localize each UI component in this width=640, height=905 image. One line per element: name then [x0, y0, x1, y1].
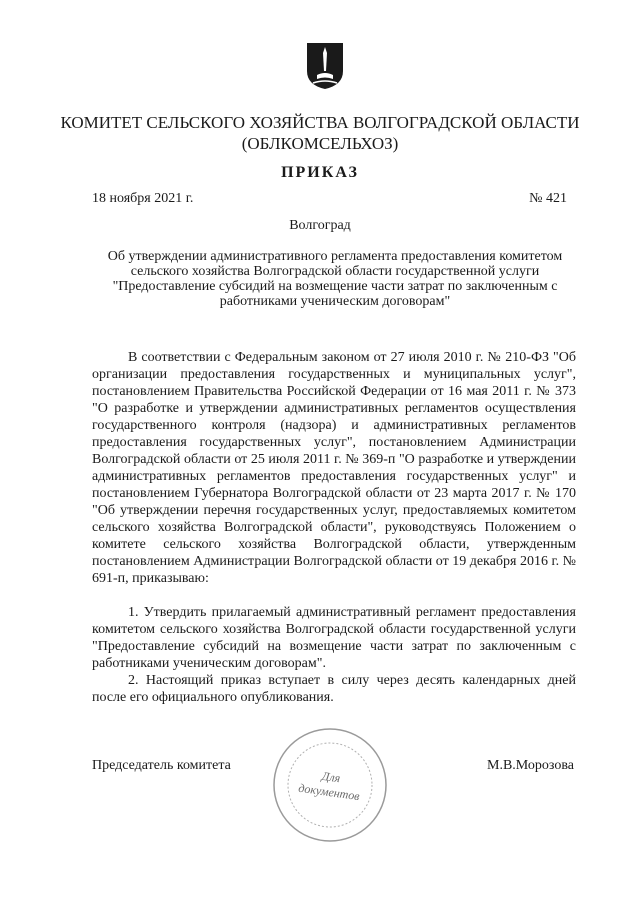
organization-name: КОМИТЕТ СЕЛЬСКОГО ХОЗЯЙСТВА ВОЛГОГРАДСКОЙ ОБЛАСТИ: [60, 113, 580, 132]
body-paragraph-2-text: 1. Утвердить прилагаемый административный регламент предоставления комитетом сельского хозяйства Волгоградской области государственной услуги "Предоставление субсидий на возмещение части затрат по заключенным с работниками ученическим договорам".: [92, 605, 576, 671]
document-type: ПРИКАЗ: [281, 164, 359, 181]
stamp-text-line1: Для: [320, 768, 342, 786]
signatory-name: М.В.Морозова: [487, 758, 574, 773]
coat-of-arms-emblem: [305, 41, 345, 91]
body-paragraph-1-text: В соответствии с Федеральным законом от 27 июля 2010 г. № 210-ФЗ "Об организации предоставления государственных и муниципальных услуг", постановлением Правительства Российской Федерации от 16 мая 2011 г. № 373 "О разработке и утверждении административных регламентов осуществления государственного контроля (надзора) и административных регламентов предоставления государственных услуг", постановлением Администрации Волгоградской области от 25 июля 2011 г. № 369-п "О разработке и утверждении административных регламентов предоставления государственных услуг" и постановлением Губернатора Волгоградской области от 23 марта 2017 г. № 170 "Об утверждении перечня государственных услуг, предоставляемых комитетом сельского хозяйства Волгоградской области", руководствуясь Положением о комитете сельского хозяйства Волгоградской области, утвержденным постановлением Администрации Волгоградской области от 19 декабря 2016 г. № 691-п, приказываю:: [92, 350, 576, 586]
body-paragraph-3-text: 2. Настоящий приказ вступает в силу через десять календарных дней после его официального опубликования.: [92, 673, 576, 705]
document-subject: Об утверждении административного регламента предоставления комитетом сельского хозяйства Волгоградской области государственной услуги "Предоставление субсидий на возмещение части затрат по заключенным с работниками ученическим договорам": [107, 249, 563, 309]
body-paragraph-2: [92, 604, 576, 672]
document-city: Волгоград: [289, 218, 351, 233]
document-number: № 421: [529, 191, 567, 206]
body-paragraph-1: [92, 349, 576, 587]
body-paragraph-3: [92, 672, 576, 706]
organization-abbreviation: (ОБЛКОМСЕЛЬХОЗ): [241, 134, 399, 153]
signatory-title: Председатель комитета: [92, 758, 231, 773]
stamp-text-line2: документов: [297, 780, 361, 804]
document-date: 18 ноября 2021 г.: [92, 191, 194, 206]
